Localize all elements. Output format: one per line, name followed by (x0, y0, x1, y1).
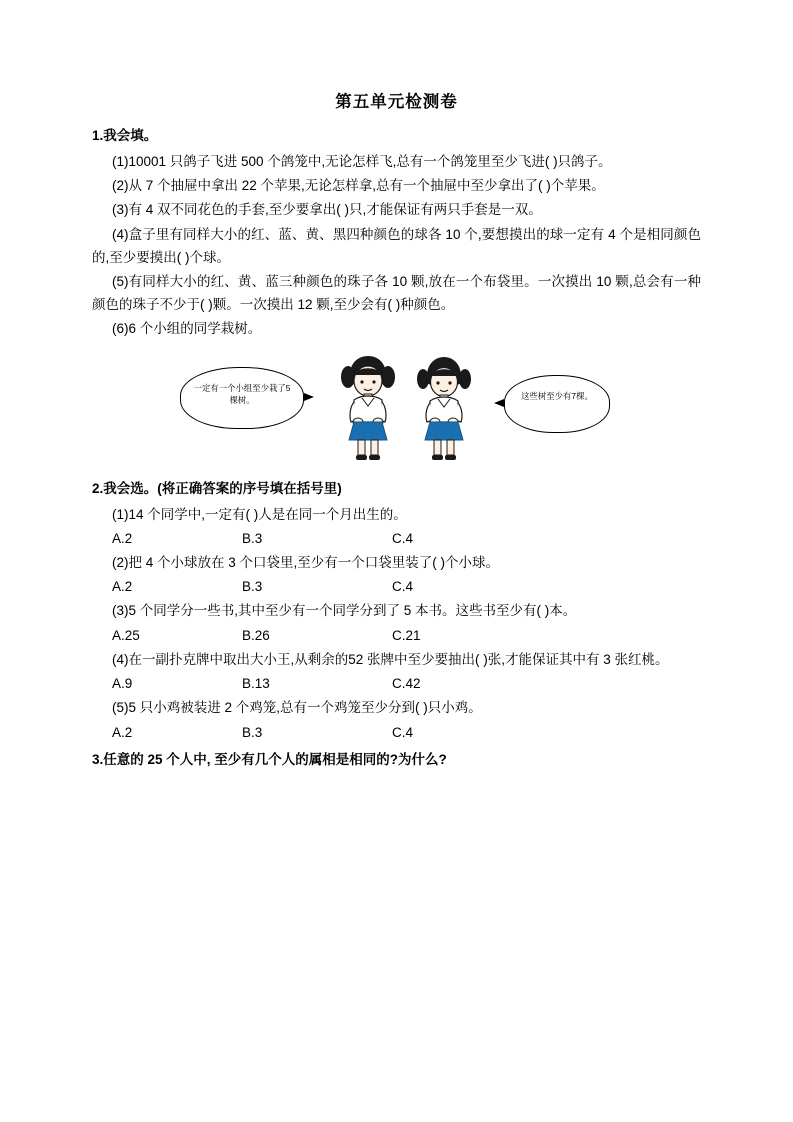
question-2-2: (2)把 4 个小球放在 3 个口袋里,至少有一个口袋里装了( )个小球。 (112, 555, 500, 571)
question-2-4-options (92, 672, 701, 695)
section-1-heading: 1.我会填。 (92, 128, 158, 143)
page-title: 第五单元检测卷 (335, 93, 458, 111)
question-2-5: (5)5 只小鸡被装进 2 个鸡笼,总有一个鸡笼至少分到( )只小鸡。 (112, 700, 482, 716)
question-1-5: (5)有同样大小的红、黄、蓝三种颜色的珠子各 10 颗,放在一个布袋里。一次摸出 10 颗,总会有一种颜色的珠子不少于( )颗。一次摸出 12 颗,至少会有( )种颜色。 (92, 274, 701, 313)
option-b[interactable]: B.26 (242, 627, 270, 643)
question-1-2: (2)从 7 个抽屉中拿出 22 个苹果,无论怎样拿,总有一个抽屉中至少拿出了( )个苹果。 (112, 178, 605, 194)
option-b[interactable]: B.3 (242, 579, 263, 595)
question-1-4: (4)盒子里有同样大小的红、蓝、黄、黑四种颜色的球各 10 个,要想摸出的球一定有 4 个是相同颜色的,至少要摸出( )个球。 (92, 226, 701, 265)
option-c[interactable]: C.21 (392, 627, 421, 643)
option-a[interactable]: A.25 (112, 627, 140, 643)
question-1-1: (1)10001 只鸽子飞进 500 个鸽笼中,无论怎样飞,总有一个鸽笼里至少飞进( )只鸽子。 (112, 153, 612, 169)
option-c[interactable]: C.4 (392, 724, 414, 740)
section-3-heading: 3.任意的 25 个人中, 至少有几个人的属相是相同的?为什么? (92, 751, 447, 767)
speech-bubble-left-tail (304, 393, 314, 401)
question-2-1: (1)14 个同学中,一定有( )人是在同一个月出生的。 (112, 506, 407, 522)
question-2-4: (4)在一副扑克牌中取出大小王,从剩余的52 张牌中至少要抽出( )张,才能保证其中有 3 张红桃。 (112, 651, 669, 667)
question-2-2-options (92, 575, 701, 598)
option-b[interactable]: B.3 (242, 530, 263, 546)
student-girl-right-icon (408, 351, 480, 463)
option-c[interactable]: C.42 (392, 676, 421, 692)
question-1-3: (3)有 4 双不同花色的手套,至少要拿出( )只,才能保证有两只手套是一双。 (112, 202, 542, 218)
option-c[interactable]: C.4 (392, 530, 414, 546)
question-2-1-options (92, 527, 701, 550)
option-b[interactable]: B.3 (242, 724, 263, 740)
question-2-3-options (92, 624, 701, 647)
option-b[interactable]: B.13 (242, 676, 270, 692)
speech-bubble-left: 一定有一个小组至少栽了5棵树。 (180, 367, 304, 429)
option-a[interactable]: A.2 (112, 724, 133, 740)
option-a[interactable]: A.2 (112, 530, 133, 546)
option-a[interactable]: A.2 (112, 579, 133, 595)
question-2-5-options (92, 721, 701, 744)
illustration-two-students (180, 349, 610, 467)
section-2-heading: 2.我会选。(将正确答案的序号填在括号里) (92, 480, 342, 496)
student-girl-left-icon (332, 351, 404, 463)
speech-bubble-right-tail (494, 399, 504, 407)
speech-bubble-right: 这些树至少有7棵。 (504, 375, 610, 433)
question-2-3: (3)5 个同学分一些书,其中至少有一个同学分到了 5 本书。这些书至少有( )本。 (112, 603, 577, 619)
option-c[interactable]: C.4 (392, 579, 414, 595)
option-a[interactable]: A.9 (112, 676, 133, 692)
question-1-6: (6)6 个小组的同学栽树。 (112, 321, 262, 337)
